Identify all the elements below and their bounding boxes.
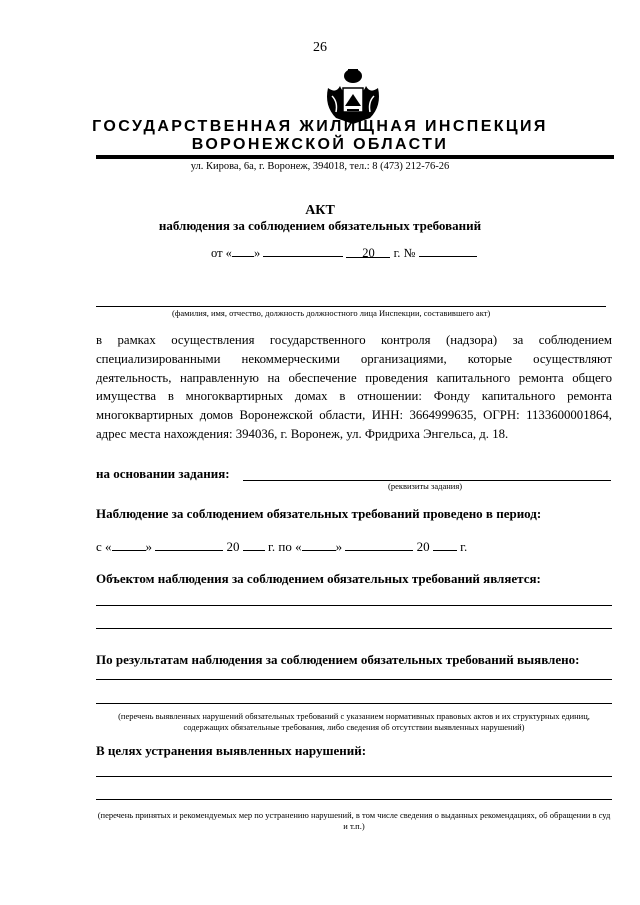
remedy-heading: В целях устранения выявленных нарушений:: [96, 743, 367, 758]
basis-label: на основании задания:: [96, 466, 230, 481]
remedy-field-line2[interactable]: [96, 799, 612, 800]
object-field-line2[interactable]: [96, 628, 612, 629]
remedy-caption: (перечень принятых и рекомендуемых мер по устранению нарушений, в том числе сведения о выданных рекомендациях, об обращении в суд и т.п.): [97, 810, 611, 831]
period-from-close: »: [145, 539, 153, 554]
period-from-month-field[interactable]: [155, 539, 223, 551]
inspector-name-field[interactable]: [96, 306, 606, 307]
act-month-field[interactable]: [263, 245, 343, 257]
act-date-prefix: от «: [211, 246, 232, 260]
act-date-line: [211, 245, 477, 261]
act-number-label: г. №: [393, 246, 416, 260]
act-year-prefix: 20: [362, 246, 375, 260]
results-field-line1[interactable]: [96, 679, 612, 680]
page-number: 26: [313, 40, 327, 55]
body-paragraph: в рамках осуществления государственного контроля (надзора) за соблюдением специализированными некоммерческими организациями, которые осуществляют деятельность, направленную на обеспечение проведения капитального ремонта общего имущества в многоквартирных домах в отношении: Фонду капитального ремонта многоквартирных домов Воронежской области, ИНН: 3664999635, ОГРН: 1133600001864, адрес места нахождения: 394036, г. Воронеж, ул. Фридриха Энгельса, д. 18.: [96, 333, 612, 441]
results-heading: По результатам наблюдения за соблюдением обязательных требований выявлено:: [96, 652, 580, 667]
results-caption: (перечень выявленных нарушений обязательных требований с указанием нормативных правовых актов и их структурных единиц, содержащих обязательные требования, либо сведения об отсутствии выявленных нарушений): [118, 711, 590, 732]
period-to-prefix: г. по «: [268, 539, 302, 554]
period-to-close: »: [335, 539, 343, 554]
basis-caption: (реквизиты задания): [388, 481, 463, 491]
act-title: АКТ: [305, 203, 335, 218]
object-heading: Объектом наблюдения за соблюдением обязательных требований является:: [96, 571, 541, 586]
period-line: [96, 539, 467, 555]
period-from-year-prefix: 20: [226, 539, 240, 554]
org-name-line2: ВОРОНЕЖСКОЙ ОБЛАСТИ: [191, 136, 449, 153]
period-from-day-field[interactable]: [112, 539, 146, 551]
remedy-field-line1[interactable]: [96, 776, 612, 777]
period-to-day-field[interactable]: [302, 539, 336, 551]
act-day-field[interactable]: [232, 245, 254, 257]
act-year-field[interactable]: [346, 246, 390, 258]
period-from-year-field[interactable]: [243, 539, 265, 551]
header-divider: [96, 155, 614, 159]
period-to-month-field[interactable]: [345, 539, 413, 551]
coat-of-arms-icon: [322, 66, 384, 126]
object-field-line1[interactable]: [96, 605, 612, 606]
org-address: ул. Кирова, 6а, г. Воронеж, 394018, тел.: 8 (473) 212-76-26: [190, 161, 450, 172]
org-name-line1: ГОСУДАРСТВЕННАЯ ЖИЛИЩНАЯ ИНСПЕКЦИЯ: [92, 118, 548, 135]
period-from-prefix: с «: [96, 539, 112, 554]
act-date-close: »: [253, 246, 261, 260]
inspector-caption: (фамилия, имя, отчество, должность должностного лица Инспекции, составившего акт): [172, 308, 491, 318]
period-heading: Наблюдение за соблюдением обязательных требований проведено в период:: [96, 506, 542, 521]
period-end: г.: [460, 539, 468, 554]
act-number-field[interactable]: [419, 245, 477, 257]
period-to-year-field[interactable]: [433, 539, 457, 551]
results-field-line2[interactable]: [96, 703, 612, 704]
period-to-year-prefix: 20: [416, 539, 430, 554]
act-subtitle: наблюдения за соблюдением обязательных требований: [158, 218, 482, 233]
